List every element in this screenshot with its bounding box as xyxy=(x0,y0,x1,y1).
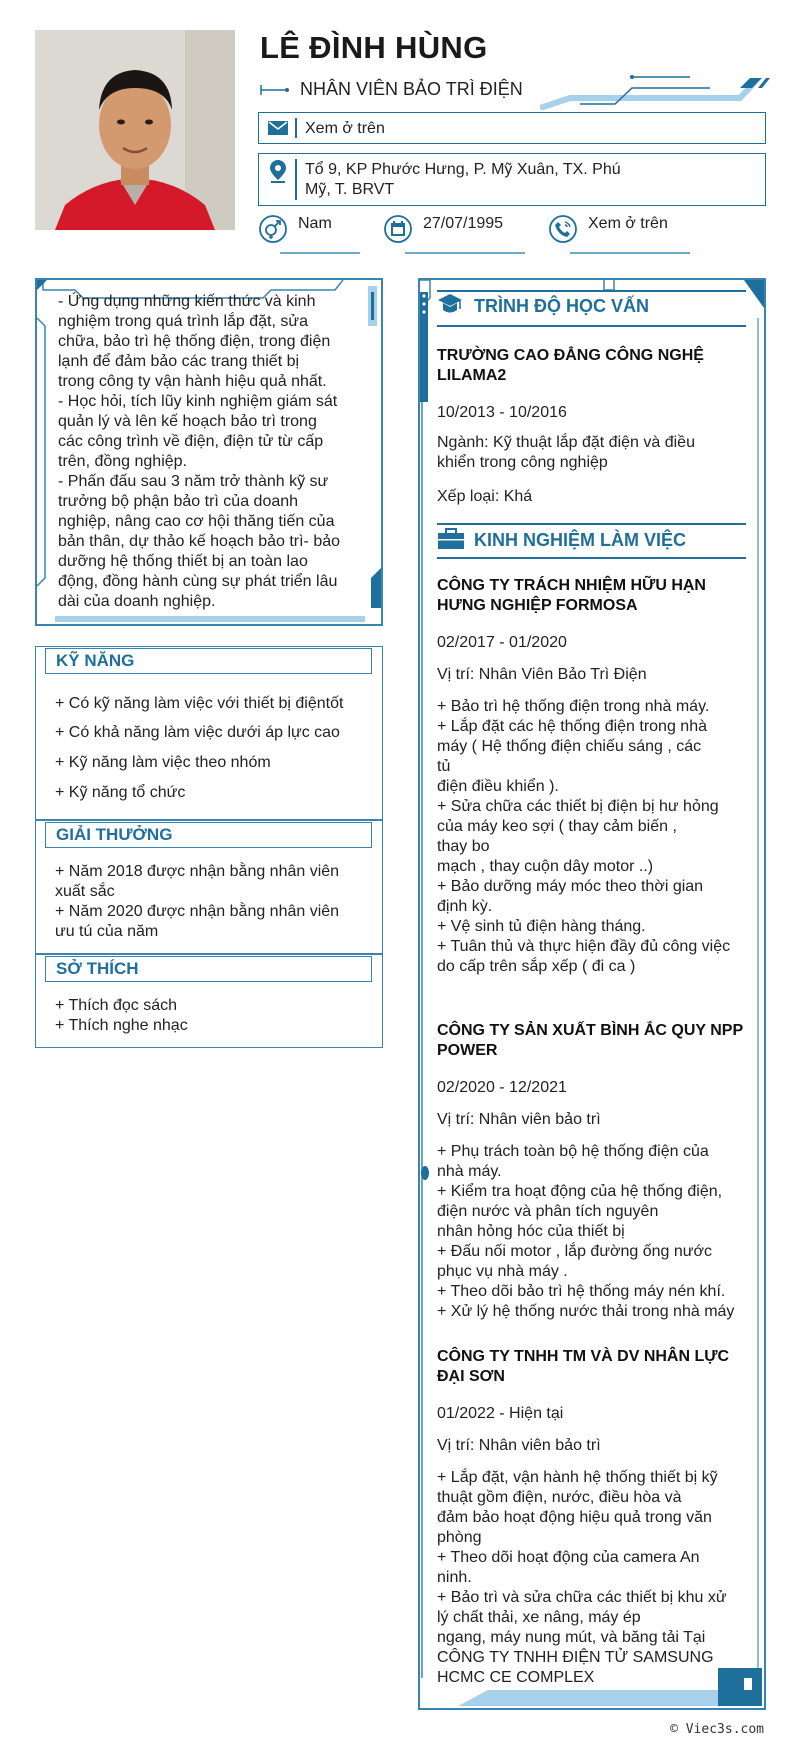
skill-item: + Kỹ năng làm việc theo nhóm xyxy=(55,754,271,771)
objective-line: dài của doanh nghiệp. xyxy=(58,593,216,610)
address-line-2: Mỹ, T. BRVT xyxy=(305,181,395,198)
objective-line: dưỡng hệ thống thiết bị an toàn lao xyxy=(58,553,308,570)
objective-line: quản lý và lên kế hoạch bảo trì trong xyxy=(58,413,317,430)
briefcase-icon xyxy=(437,528,465,550)
header-decoration xyxy=(540,70,770,110)
education-title: TRÌNH ĐỘ HỌC VẤN xyxy=(474,296,649,316)
objective-line: nghiệm trong quá trình lắp đặt, sửa xyxy=(58,313,308,330)
email-value: Xem ở trên xyxy=(305,120,385,137)
job-details: + Phụ trách toàn bộ hệ thống điện của nhà máy. + Kiểm tra hoạt động của hệ thống điện, điện nước và phân tích nguyên nhân hỏng hóc của thiết bị + Đấu nối motor , lắp đường ống nước phục vụ nhà máy . + Theo dõi bảo trì hệ thống máy nén khí. + Xử lý hệ thống nước thải trong nhà máy xyxy=(437,1143,735,1320)
award-line: ưu tú của năm xyxy=(55,923,159,940)
objective-line: - Phấn đấu sau 3 năm trở thành kỹ sư xyxy=(58,473,329,490)
hobby-item: + Thích đọc sách xyxy=(55,997,177,1014)
birthdate-value: 27/07/1995 xyxy=(423,215,504,232)
career-objective xyxy=(58,292,358,612)
graduation-cap-icon xyxy=(437,293,463,315)
objective-line: chữa, bảo trì hệ thống điện, trong điện xyxy=(58,333,331,350)
objective-line: các công trình về điện, điện tử từ cấp xyxy=(58,433,324,450)
job-position: Vị trí: Nhân viên bảo trì xyxy=(437,1111,601,1128)
hobby-item: + Thích nghe nhạc xyxy=(55,1017,188,1034)
candidate-name: LÊ ĐÌNH HÙNG xyxy=(260,30,488,65)
objective-line: trên, đồng nghiệp. xyxy=(58,453,187,470)
awards-list xyxy=(55,862,339,942)
gender-icon xyxy=(258,214,288,244)
job-position: Vị trí: Nhân viên bảo trì xyxy=(437,1437,601,1454)
phone-value: Xem ở trên xyxy=(588,215,668,232)
hobbies-list xyxy=(55,996,188,1036)
job-period: 02/2017 - 01/2020 xyxy=(437,634,567,651)
award-line: + Năm 2020 được nhận bằng nhân viên xyxy=(55,903,340,920)
job-details: + Lắp đặt, vận hành hệ thống thiết bị kỹ thuật gồm điện, nước, điều hòa và đảm bảo hoạt động hiệu quả trong văn phòng + Theo dõi hoạt động của camera An ninh. + Bảo trì và sửa chữa các thiết bị khu xử lý chất thải, xe nâng, máy ép ngang, máy nung mút, và băng tải Tại CÔNG TY TNHH ĐIỆN TỬ SAMSUNG HCMC CE COMPLEX xyxy=(437,1469,727,1686)
job-position: Vị trí: Nhân Viên Bảo Trì Điện xyxy=(437,666,647,683)
calendar-icon xyxy=(383,214,413,244)
objective-line: trong công ty vận hành hiệu quả nhất. xyxy=(58,373,327,390)
title-bullet-icon xyxy=(260,84,290,96)
phone-icon xyxy=(548,214,578,244)
email-field xyxy=(258,112,766,144)
job-company: CÔNG TY SẢN XUẤT BÌNH ẮC QUY NPP POWER xyxy=(437,1022,744,1059)
job-period: 02/2020 - 12/2021 xyxy=(437,1079,567,1096)
envelope-icon xyxy=(267,113,289,143)
skill-item: + Có khả năng làm việc dưới áp lực cao xyxy=(55,724,340,741)
job-details: + Bảo trì hệ thống điện trong nhà máy. + Lắp đặt các hệ thống điện trong nhà máy ( Hệ thống điện chiếu sáng , các tủ điện điều khiển ). + Sửa chữa các thiết bị điện bị hư hỏng của máy keo sợi ( thay cảm biến , thay bo mạch , thay cuộn dây motor ..) + Bảo dưỡng máy móc theo thời gian định kỳ. + Vệ sinh tủ điện hàng tháng. + Tuân thủ và thực hiện đầy đủ công việc do cấp trên sắp xếp ( đi ca ) xyxy=(437,698,731,975)
objective-line: bản thân, dự thảo kế hoạch bảo trì- bảo xyxy=(58,533,341,550)
award-line: + Năm 2018 được nhận bằng nhân viên xyxy=(55,863,340,880)
objective-line: nghiệp, nâng cao cơ hội thăng tiến của xyxy=(58,513,335,530)
footer-credit: © Viec3s.com xyxy=(670,1722,764,1737)
education-period: 10/2013 - 10/2016 xyxy=(437,404,567,421)
school-name: TRƯỜNG CAO ĐẲNG CÔNG NGHỆ LILAMA2 xyxy=(437,347,704,384)
objective-line: - Học hỏi, tích lũy kinh nghiệm giám sát xyxy=(58,393,338,410)
education-major: Ngành: Kỹ thuật lắp đặt điện và điều khiển trong công nghiệp xyxy=(437,434,695,471)
objective-line: trưởng bộ phận bảo trì của doanh xyxy=(58,493,299,510)
awards-title: GIẢI THƯỞNG xyxy=(45,822,372,848)
job-company: CÔNG TY TNHH TM VÀ DV NHÂN LỰC ĐẠI SƠN xyxy=(437,1348,730,1385)
objective-line: - Ứng dụng những kiến thức và kinh xyxy=(58,293,316,310)
job-title: NHÂN VIÊN BẢO TRÌ ĐIỆN xyxy=(300,79,523,99)
experience-title: KINH NGHIỆM LÀM VIỆC xyxy=(474,530,687,550)
objective-line: lạnh để đảm bảo các trang thiết bị xyxy=(58,353,300,370)
hobbies-title: SỞ THÍCH xyxy=(45,956,372,982)
job-company: CÔNG TY TRÁCH NHIỆM HỮU HẠN HƯNG NGHIỆP FORMOSA xyxy=(437,577,706,614)
location-pin-icon xyxy=(267,154,289,205)
skill-item: + Có kỹ năng làm việc với thiết bị điệntốt xyxy=(55,695,344,712)
address-line-1: Tổ 9, KP Phước Hưng, P. Mỹ Xuân, TX. Phú xyxy=(305,161,621,178)
job-period: 01/2022 - Hiện tại xyxy=(437,1405,564,1422)
address-field xyxy=(258,153,766,206)
skills-title: KỸ NĂNG xyxy=(45,648,372,674)
gender-value: Nam xyxy=(298,215,332,232)
award-line: xuất sắc xyxy=(55,883,115,900)
skill-item: + Kỹ năng tổ chức xyxy=(55,784,186,801)
education-grade: Xếp loại: Khá xyxy=(437,488,533,505)
profile-photo xyxy=(35,30,235,230)
objective-line: động, đồng hành cùng sự phát triển lâu xyxy=(58,573,338,590)
